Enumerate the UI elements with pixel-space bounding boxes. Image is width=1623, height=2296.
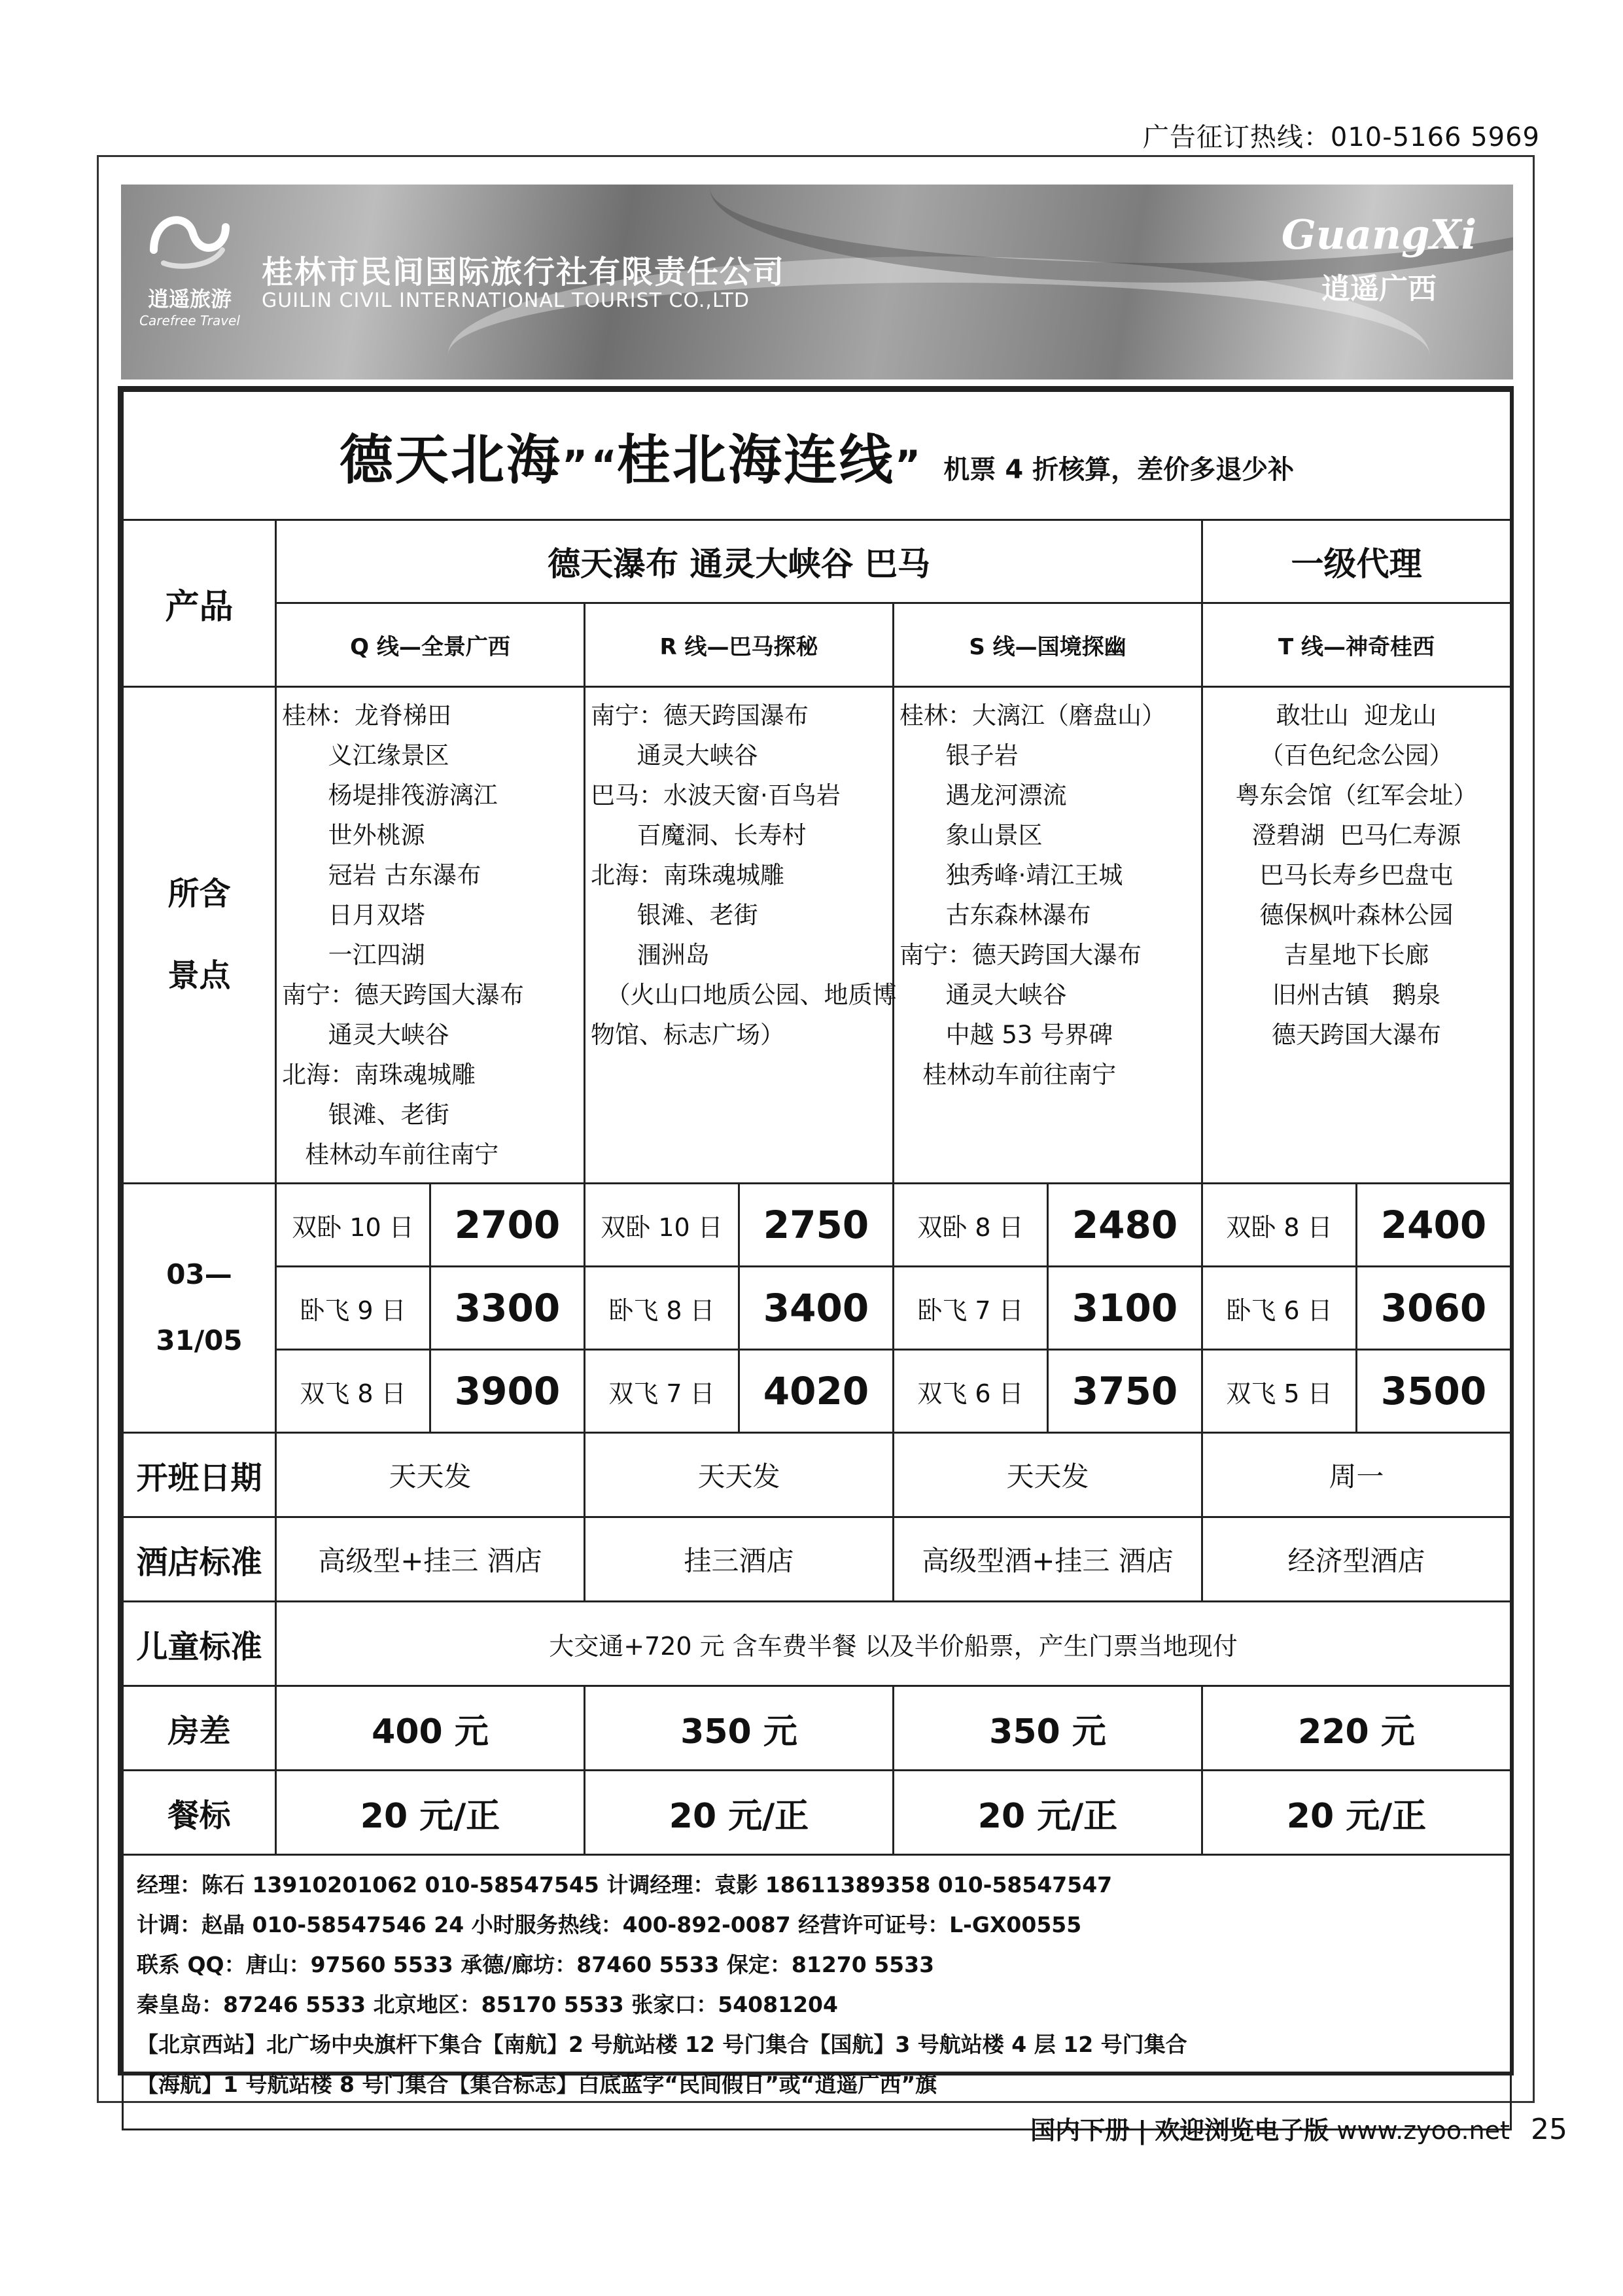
product-label: 产品 xyxy=(123,520,276,687)
footer-separator: | xyxy=(1138,2116,1147,2145)
schedule-label: 开班日期 xyxy=(123,1433,276,1517)
price-key: 双卧 10 日 xyxy=(585,1184,739,1267)
schedule-row xyxy=(123,1433,1511,1517)
room-diff-r: 350 元 xyxy=(585,1686,894,1771)
price-key: 双飞 7 日 xyxy=(585,1350,739,1433)
child-standard: 大交通+720 元 含车费半餐 以及半价船票，产生门票当地现付 xyxy=(276,1602,1511,1686)
price-key: 卧飞 6 日 xyxy=(1202,1267,1357,1350)
logo-en: Carefree Travel xyxy=(139,313,240,328)
room-diff-row xyxy=(123,1686,1511,1771)
line-name-r: R 线—巴马探秘 xyxy=(585,603,894,687)
spots-q: 桂林：龙脊梯田 义江缘景区 杨堤排筏游漓江 世外桃源 冠岩 古东瀑布 日月双塔 一江四湖 南宁：德天跨国大瀑布 通灵大峡谷 北海：南珠魂城雕 银滩、老街 桂林动车前往南宁 xyxy=(276,687,585,1184)
title-quote: “ xyxy=(591,442,617,488)
spots-t: 敢壮山 迎龙山 （百色纪念公园） 粤东会馆（红军会址） 澄碧湖 巴马仁寿源 巴马长寿乡巴盘屯 德保枫叶森林公园 吉星地下长廊 旧州古镇 鹅泉 德天跨国大瀑布 xyxy=(1202,687,1511,1184)
line-name-row xyxy=(123,603,1511,687)
schedule-s: 天天发 xyxy=(894,1433,1202,1517)
title-cell xyxy=(123,391,1511,520)
hotel-s: 高级型酒+挂三 酒店 xyxy=(894,1517,1202,1602)
hotel-label: 酒店标准 xyxy=(123,1517,276,1602)
meeting-line: 【海航】1 号航站楼 8 号门集合【集合标志】白底蓝字“民间假日”或“逍遥广西”旗 xyxy=(137,2072,937,2097)
title-row xyxy=(123,391,1511,520)
date-label-2: 31/05 xyxy=(156,1324,243,1356)
price-row xyxy=(123,1350,1511,1433)
date-label xyxy=(123,1184,276,1433)
logo-cn: 逍遥旅游 xyxy=(147,287,232,311)
guangxi-script: GuangXi xyxy=(1281,211,1477,258)
price-value: 2750 xyxy=(739,1184,894,1267)
meeting-line: 【北京西站】北广场中央旗杆下集合【南航】2 号航站楼 12 号门集合【国航】3 号航站楼 4 层 12 号门集合 xyxy=(137,2032,1187,2057)
meal-s: 20 元/正 xyxy=(894,1771,1202,1855)
room-diff-t: 220 元 xyxy=(1202,1686,1511,1771)
page-footer xyxy=(1030,2110,1567,2146)
hotel-row xyxy=(123,1517,1511,1602)
company-banner xyxy=(121,185,1513,380)
carefree-travel-logo xyxy=(134,204,245,355)
price-value: 3060 xyxy=(1357,1267,1511,1350)
site-link[interactable]: www.zyoo.net xyxy=(1336,2116,1510,2145)
footer-welcome: 欢迎浏览电子版 xyxy=(1155,2116,1329,2145)
line-name-q: Q 线—全景广西 xyxy=(276,603,585,687)
agency-header: 一级代理 xyxy=(1202,520,1511,603)
spots-label-1: 所含 xyxy=(167,875,231,913)
spots-label xyxy=(123,687,276,1184)
title-quote: ” xyxy=(894,442,921,488)
price-value: 2400 xyxy=(1357,1184,1511,1267)
price-value: 3750 xyxy=(1048,1350,1202,1433)
meal-t: 20 元/正 xyxy=(1202,1771,1511,1855)
line-name-s: S 线—国境探幽 xyxy=(894,603,1202,687)
contact-line: 经理：陈石 13910201062 010-58547545 计调经理：袁影 18611389358 010-58547547 xyxy=(137,1872,1113,1898)
child-label: 儿童标准 xyxy=(123,1602,276,1686)
price-value: 3500 xyxy=(1357,1350,1511,1433)
ad-hotline: 广告征订热线：010-5166 5969 xyxy=(1142,122,1540,152)
price-key: 双卧 8 日 xyxy=(894,1184,1048,1267)
price-key: 双卧 10 日 xyxy=(276,1184,430,1267)
price-value: 3900 xyxy=(430,1350,585,1433)
date-label-1: 03— xyxy=(166,1258,232,1291)
spots-label-2: 景点 xyxy=(167,957,231,994)
title-note: 机票 4 折核算，差价多退少补 xyxy=(943,454,1295,485)
spots-row xyxy=(123,687,1511,1184)
guangxi-cn: 逍遥广西 xyxy=(1321,272,1437,306)
title-part1: 德天北海 xyxy=(339,429,562,491)
contact-row xyxy=(123,1855,1511,2130)
contact-info xyxy=(123,1855,1511,2130)
swirl-logo-icon xyxy=(141,204,239,276)
price-value: 2480 xyxy=(1048,1184,1202,1267)
child-row xyxy=(123,1602,1511,1686)
room-diff-label: 房差 xyxy=(123,1686,276,1771)
schedule-r: 天天发 xyxy=(585,1433,894,1517)
product-header: 德天瀑布 通灵大峡谷 巴马 xyxy=(276,520,1202,603)
meal-q: 20 元/正 xyxy=(276,1771,585,1855)
hotel-t: 经济型酒店 xyxy=(1202,1517,1511,1602)
price-key: 卧飞 8 日 xyxy=(585,1267,739,1350)
price-value: 3300 xyxy=(430,1267,585,1350)
section-name: 国内下册 xyxy=(1030,2116,1130,2145)
price-key: 卧飞 9 日 xyxy=(276,1267,430,1350)
spots-s: 桂林：大漓江（磨盘山） 银子岩 遇龙河漂流 象山景区 独秀峰·靖江王城 古东森林瀑布 南宁：德天跨国大瀑布 通灵大峡谷 中越 53 号界碑 桂林动车前往南宁 xyxy=(894,687,1202,1184)
hotel-r: 挂三酒店 xyxy=(585,1517,894,1602)
price-row xyxy=(123,1184,1511,1267)
tour-table-container xyxy=(118,386,1514,2097)
spots-r: 南宁：德天跨国瀑布 通灵大峡谷 巴马：水波天窗·百鸟岩 百魔洞、长寿村 北海：南珠魂城雕 银滩、老街 涠洲岛 （火山口地质公园、地质博 物馆、标志广场） xyxy=(585,687,894,1184)
room-diff-s: 350 元 xyxy=(894,1686,1202,1771)
price-key: 双卧 8 日 xyxy=(1202,1184,1357,1267)
contact-line: 秦皇岛：87246 5533 北京地区：85170 5533 张家口：54081204 xyxy=(137,1992,838,2017)
price-row xyxy=(123,1267,1511,1350)
schedule-q: 天天发 xyxy=(276,1433,585,1517)
schedule-t: 周一 xyxy=(1202,1433,1511,1517)
guangxi-logo xyxy=(1271,211,1487,355)
price-key: 卧飞 7 日 xyxy=(894,1267,1048,1350)
room-diff-q: 400 元 xyxy=(276,1686,585,1771)
price-value: 3100 xyxy=(1048,1267,1202,1350)
company-name-en: GUILIN CIVIL INTERNATIONAL TOURIST CO.,LTD xyxy=(262,289,750,312)
hotel-q: 高级型+挂三 酒店 xyxy=(276,1517,585,1602)
line-name-t: T 线—神奇桂西 xyxy=(1202,603,1511,687)
contact-line: 联系 QQ：唐山：97560 5533 承德/廊坊：87460 5533 保定：81270 5533 xyxy=(137,1952,935,1977)
tour-table xyxy=(122,390,1512,2130)
meal-row xyxy=(123,1771,1511,1855)
company-name-cn: 桂林市民间国际旅行社有限责任公司 xyxy=(262,254,786,291)
price-key: 双飞 8 日 xyxy=(276,1350,430,1433)
contact-line: 计调：赵晶 010-58547546 24 小时服务热线：400-892-0087 经营许可证号：L-GX00555 xyxy=(137,1912,1082,1937)
title-part2: 桂北海连线 xyxy=(616,429,895,491)
page-number: 25 xyxy=(1531,2113,1567,2146)
price-value: 3400 xyxy=(739,1267,894,1350)
product-row xyxy=(123,520,1511,603)
title-quote: ” xyxy=(561,442,588,488)
price-key: 双飞 5 日 xyxy=(1202,1350,1357,1433)
price-key: 双飞 6 日 xyxy=(894,1350,1048,1433)
meal-label: 餐标 xyxy=(123,1771,276,1855)
price-value: 4020 xyxy=(739,1350,894,1433)
price-value: 2700 xyxy=(430,1184,585,1267)
meal-r: 20 元/正 xyxy=(585,1771,894,1855)
